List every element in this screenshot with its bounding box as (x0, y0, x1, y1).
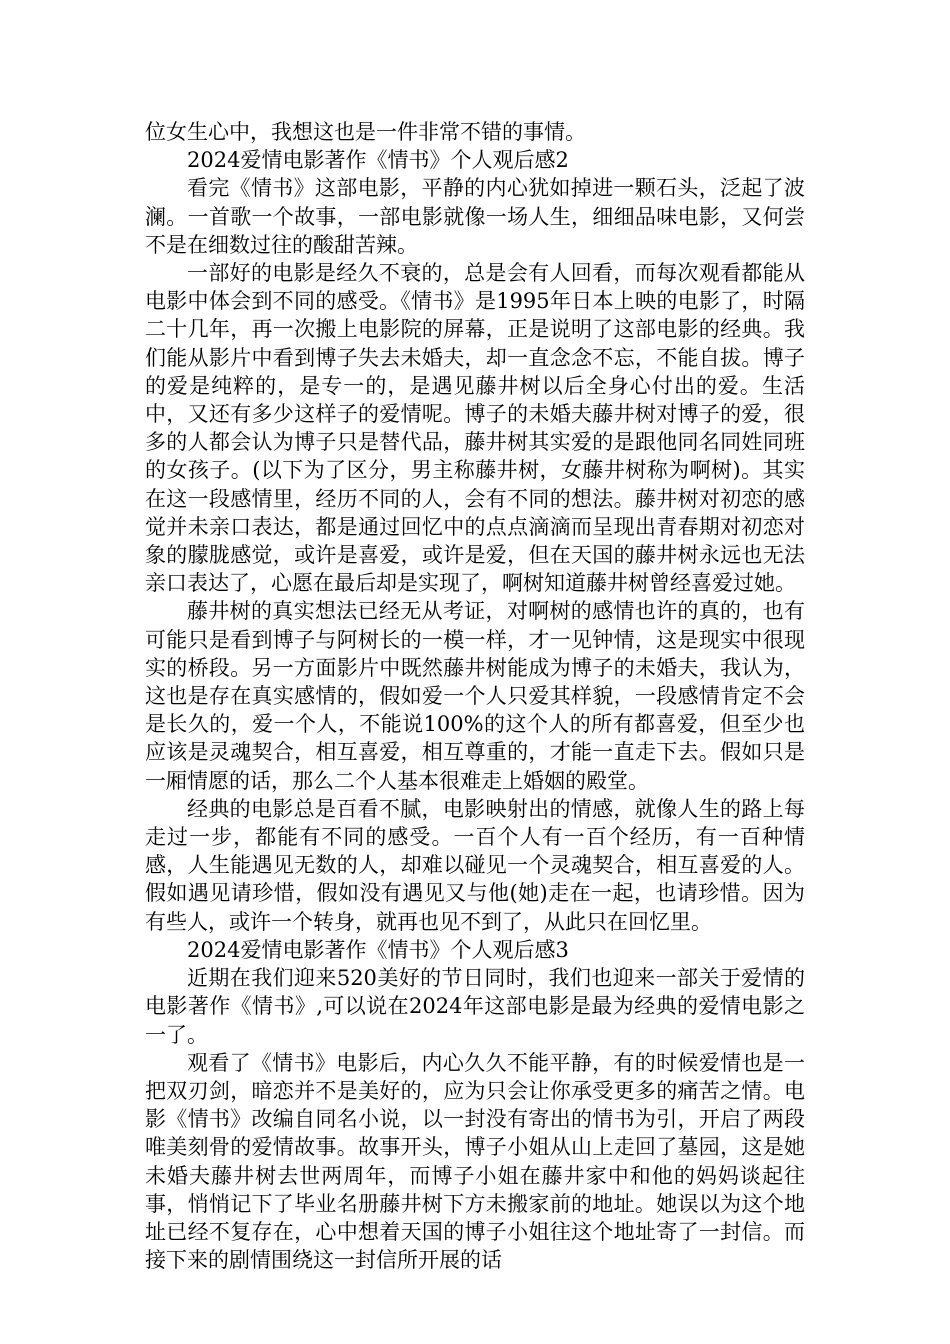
body-paragraph: 近期在我们迎来520美好的节日同时，我们也迎来一部关于爱情的电影著作《情书》,可以说在2024年这部电影是最为经典的爱情电影之一了。 (145, 966, 805, 1047)
paragraph-continuation: 位女生心中，我想这也是一件非常不错的事情。 (145, 120, 586, 144)
body-paragraph: 藤井树的真实想法已经无从考证，对啊树的感情也许的真的，也有可能只是看到博子与阿树长的一模一样，才一见钟情，这是现实中很现实的桥段。另一方面影片中既然藤井树能成为博子的未婚夫，我认为，这也是存在真实感情的，假如爱一个人只爱其样貌，一段感情肯定不会是长久的，爱一个人，不能说100%的这个人的所有都喜爱，但至少也应该是灵魂契合，相互喜爱，相互尊重的，才能一直走下去。假如只是一厢情愿的话，那么二个人基本很难走上婚姻的殿堂。 (145, 599, 805, 793)
body-paragraph: 观看了《情书》电影后，内心久久不能平静，有的时候爱情也是一把双刃剑，暗恋并不是美好的，应为只会让你承受更多的痛苦之情。电影《情书》改编自同名小说，以一封没有寄出的情书为引，开启了两段唯美刻骨的爱情故事。故事开头，博子小姐从山上走回了墓园，这是她未婚夫藤井树去世两周年，而博子小姐在藤井家中和他的妈妈谈起往事，悄悄记下了毕业名册藤井树下方未搬家前的地址。她误以为这个地址已经不复存在，心中想着天国的博子小姐往这个地址寄了一封信。而接下来的剧情围绕这一封信所开展的话 (145, 1050, 805, 1273)
section-heading-3: 2024爱情电影著作《情书》个人观后感3 (187, 937, 569, 962)
body-paragraph: 经典的电影总是百看不腻，电影映射出的情感，就像人生的路上每走过一步，都能有不同的感受。一百个人有一百个经历，有一百种情感，人生能遇见无数的人，却难以碰见一个灵魂契合，相互喜爱的人。假如遇见请珍惜，假如没有遇见又与他(她)走在一起，也请珍惜。因为有些人，或许一个转身，就再也见不到了，从此只在回忆里。 (145, 796, 805, 934)
section-heading-2: 2024爱情电影著作《情书》个人观后感2 (187, 148, 569, 173)
body-paragraph: 一部好的电影是经久不衰的，总是会有人回看，而每次观看都能从电影中体会到不同的感受。《情书》是1995年日本上映的电影了，时隔二十几年，再一次搬上电影院的屏幕，正是说明了这部电影的经典。我们能从影片中看到博子失去未婚夫，却一直念念不忘，不能自拔。博子的爱是纯粹的，是专一的，是遇见藤井树以后全身心付出的爱。生活中，又还有多少这样子的爱情呢。博子的未婚夫藤井树对博子的爱，很多的人都会认为博子只是替代品，藤井树其实爱的是跟他同名同姓同班的女孩子。(以下为了区分，男主称藤井树，女藤井树称为啊树)。其实在这一段感情里，经历不同的人，会有不同的想法。藤井树对初恋的感觉并未亲口表达，都是通过回忆中的点点滴滴而呈现出青春期对初恋对象的朦胧感觉，或许是喜爱，或许是爱，但在天国的藤井树永远也无法亲口表达了，心愿在最后却是实现了，啊树知道藤井树曾经喜爱过她。 (145, 261, 805, 596)
body-paragraph: 看完《情书》这部电影，平静的内心犹如掉进一颗石头，泛起了波澜。一首歌一个故事，一部电影就像一场人生，细细品味电影，又何尝不是在细数过往的酸甜苦辣。 (145, 176, 805, 257)
document-page (145, 118, 805, 1274)
